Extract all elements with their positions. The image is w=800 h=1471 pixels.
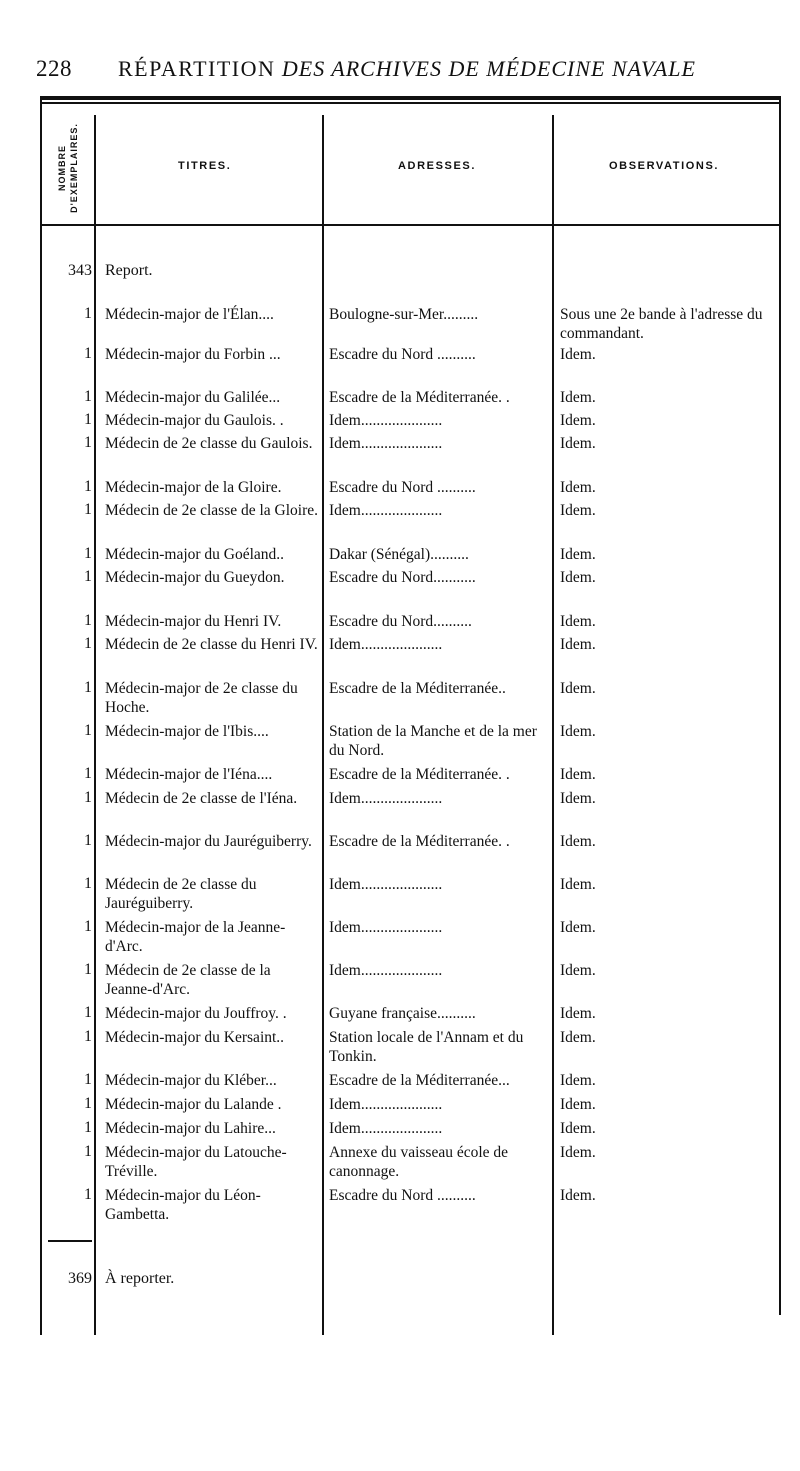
row-titre: Médecin de 2e classe du Jauréguiberry. [105, 876, 257, 912]
row-observation: Idem. [560, 1096, 596, 1113]
header-nombre-text [56, 123, 80, 213]
row-observation: Idem. [560, 412, 596, 429]
row-observation: Idem. [560, 680, 596, 697]
row-count: 1 [84, 501, 92, 518]
row-count: 1 [84, 388, 92, 405]
row-observation: Idem. [560, 962, 596, 979]
row-adresse: Escadre de la Méditerranée. . [329, 833, 510, 850]
row-titre: Médecin-major du Goéland.. [105, 546, 285, 563]
row-adresse: Boulogne-sur-Mer......... [329, 306, 479, 323]
row-adresse: Idem..................... [329, 962, 443, 979]
row-count: 1 [84, 1095, 92, 1112]
row-count: 1 [84, 765, 92, 782]
row-observation: Idem. [560, 346, 596, 363]
row-adresse: Escadre du Nord .......... [329, 346, 476, 363]
header-observations: OBSERVATIONS. [609, 160, 720, 172]
row-adresse: Escadre de la Méditerranée.. [329, 680, 506, 697]
row-adresse: Escadre de la Méditerranée... [329, 1072, 510, 1089]
row-adresse: Escadre du Nord.......... [329, 613, 472, 630]
row-titre: Médecin-major du Lalande . [105, 1096, 282, 1113]
row-titre: Médecin-major du Kersaint.. [105, 1029, 285, 1046]
row-titre: Médecin-major de la Jeanne-d'Arc. [105, 919, 286, 955]
table-top-rule [40, 96, 781, 100]
row-adresse: Idem..................... [329, 919, 443, 936]
row-adresse: Dakar (Sénégal).......... [329, 546, 469, 563]
row-adresse: Idem..................... [329, 790, 443, 807]
header-nombre-exemplaires [42, 112, 94, 224]
row-adresse: Idem..................... [329, 435, 443, 452]
row-adresse: Escadre de la Méditerranée. . [329, 766, 510, 783]
row-adresse: Station locale de l'Annam et du Tonkin. [329, 1029, 524, 1065]
row-count: 1 [84, 722, 92, 739]
page-number: 228 [36, 56, 72, 81]
row-count: 1 [84, 1071, 92, 1088]
row-count: 1 [84, 961, 92, 978]
row-titre: Médecin-major du Forbin ... [105, 346, 281, 363]
carry-count: 369 [68, 1270, 92, 1287]
page-header [36, 56, 736, 90]
row-observation: Idem. [560, 833, 596, 850]
row-titre: Médecin-major du Lahire... [105, 1120, 276, 1137]
row-observation: Idem. [560, 569, 596, 586]
row-adresse: Annexe du vaisseau école de canonnage. [329, 1144, 509, 1180]
table-top-rule-thin [40, 102, 781, 104]
running-title-plain: RÉPARTITION [118, 56, 276, 81]
row-count: 1 [84, 875, 92, 892]
row-observation: Idem. [560, 1005, 596, 1022]
row-titre: Médecin-major du Léon-Gambetta. [105, 1187, 261, 1223]
row-count: 1 [84, 545, 92, 562]
row-observation: Idem. [560, 1072, 596, 1089]
row-adresse: Idem..................... [329, 636, 443, 653]
row-titre: Médecin-major du Gueydon. [105, 569, 285, 586]
row-adresse: Escadre du Nord .......... [329, 1187, 476, 1204]
header-adresses: ADRESSES. [398, 160, 476, 172]
row-titre: Médecin de 2e classe de l'Iéna. [105, 790, 298, 807]
row-count: 1 [84, 568, 92, 585]
total-rule [48, 1240, 92, 1242]
row-titre: Médecin de 2e classe de la Gloire. [105, 502, 319, 519]
row-titre: Médecin-major de 2e classe du Hoche. [105, 680, 298, 716]
row-observation: Idem. [560, 546, 596, 563]
row-adresse: Guyane française.......... [329, 1005, 476, 1022]
row-adresse: Idem..................... [329, 876, 443, 893]
carry-label: À reporter. [105, 1270, 175, 1287]
row-observation: Idem. [560, 1120, 596, 1137]
row-observation: Idem. [560, 479, 596, 496]
row-adresse: Escadre de la Méditerranée. . [329, 389, 510, 406]
row-count: 1 [84, 1028, 92, 1045]
row-adresse: Idem..................... [329, 412, 443, 429]
row-observation: Idem. [560, 876, 596, 893]
row-titre: Médecin-major du Henri IV. [105, 613, 282, 630]
row-observation: Idem. [560, 636, 596, 653]
row-titre: Médecin-major du Kléber... [105, 1072, 277, 1089]
row-observation: Idem. [560, 790, 596, 807]
row-observation: Idem. [560, 919, 596, 936]
row-titre: Médecin-major du Gaulois. . [105, 412, 284, 429]
row-count: 1 [84, 305, 92, 322]
row-observation: Sous une 2e bande à l'adresse du commandant. [560, 306, 763, 342]
row-observation: Idem. [560, 723, 596, 740]
row-titre: Médecin de 2e classe du Gaulois. [105, 435, 313, 452]
row-adresse: Idem..................... [329, 502, 443, 519]
row-titre: Médecin-major de l'Élan.... [105, 306, 274, 323]
row-titre: Médecin-major de l'Ibis.... [105, 723, 269, 740]
row-observation: Idem. [560, 502, 596, 519]
row-titre: Médecin-major de l'Iéna.... [105, 766, 273, 783]
row-count: 1 [84, 345, 92, 362]
row-count: 1 [84, 1186, 92, 1203]
row-observation: Idem. [560, 1029, 596, 1046]
row-count: 1 [84, 789, 92, 806]
row-adresse: Idem..................... [329, 1120, 443, 1137]
report-count: 343 [68, 262, 92, 279]
header-titres: TITRES. [178, 160, 232, 172]
row-adresse: Escadre du Nord .......... [329, 479, 476, 496]
col-divider-count [94, 115, 96, 1335]
row-count: 1 [84, 832, 92, 849]
row-titre: Médecin-major de la Gloire. [105, 479, 282, 496]
row-titre: Médecin de 2e classe de la Jeanne-d'Arc. [105, 962, 271, 998]
row-titre: Médecin-major du Galilée... [105, 389, 281, 406]
row-count: 1 [84, 1119, 92, 1136]
running-title [118, 56, 696, 82]
row-titre: Médecin-major du Jouffroy. . [105, 1005, 287, 1022]
row-count: 1 [84, 679, 92, 696]
row-count: 1 [84, 635, 92, 652]
row-count: 1 [84, 1143, 92, 1160]
row-count: 1 [84, 918, 92, 935]
row-observation: Idem. [560, 766, 596, 783]
row-observation: Idem. [560, 389, 596, 406]
row-titre: Médecin-major du Latouche-Tréville. [105, 1144, 287, 1180]
row-titre: Médecin de 2e classe du Henri IV. [105, 636, 318, 653]
row-count: 1 [84, 411, 92, 428]
row-count: 1 [84, 1004, 92, 1021]
col-divider-adresses [552, 115, 554, 1335]
row-adresse: Idem..................... [329, 1096, 443, 1113]
row-count: 1 [84, 478, 92, 495]
row-observation: Idem. [560, 1144, 596, 1161]
header-nombre-line1: NOMBRE [57, 145, 67, 191]
header-nombre-line2: D'EXEMPLAIRES. [69, 123, 79, 213]
running-title-italic: DES ARCHIVES DE MÉDECINE NAVALE [281, 56, 696, 81]
report-label: Report. [105, 262, 153, 279]
header-rule [40, 224, 779, 226]
row-observation: Idem. [560, 613, 596, 630]
row-observation: Idem. [560, 1187, 596, 1204]
row-adresse: Station de la Manche et de la mer du Nord. [329, 723, 537, 759]
row-count: 1 [84, 434, 92, 451]
row-titre: Médecin-major du Jauréguiberry. [105, 833, 312, 850]
row-count: 1 [84, 612, 92, 629]
col-divider-titres [322, 115, 324, 1335]
row-adresse: Escadre du Nord........... [329, 569, 476, 586]
row-observation: Idem. [560, 435, 596, 452]
